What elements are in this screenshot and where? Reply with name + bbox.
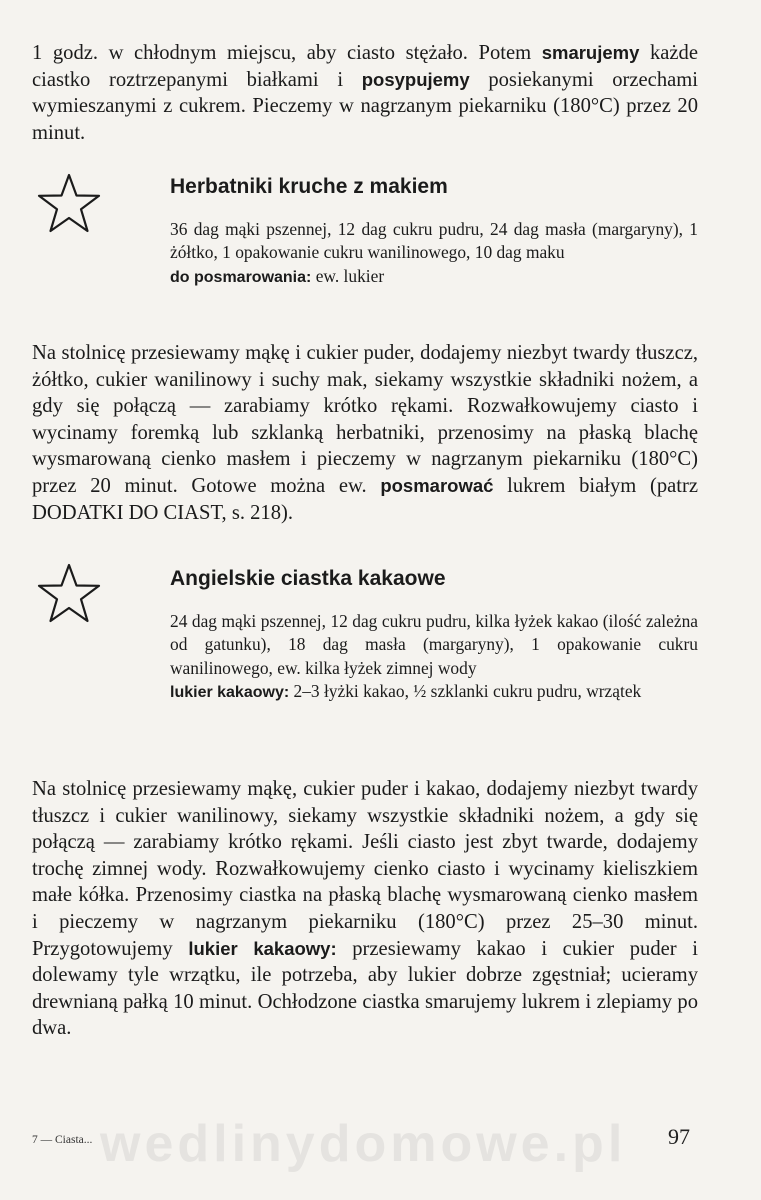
star-outline-icon: [36, 562, 102, 624]
topping-label: do posmarowania:: [170, 268, 312, 286]
recipe-ingredients-angielskie: 24 dag mąki pszennej, 12 dag cukru pudru, kilka łyżek kakao (ilość zależna od gatunku), 18 dag masła (margaryny), 1 opakowanie cukru wanilinowego, ew. kilka łyżek zimnej wody lukier kakaowy: 2–3 łyżki kakao, ½ szklanki cukru pudru, wrzątek: [170, 611, 698, 702]
recipe-method-angielskie: Na stolnicę przesiewamy mąkę, cukier puder i kakao, dodajemy niezbyt twardy tłuszcz i cukier wanilinowy, siekamy wszystkie składniki nożem, a gdy się połączą — zarabiamy krótko rękami. Jeśli ciasto jest zbyt twarde, dodajemy trochę zimnej wody. Rozwałkowujemy cienko ciasto i wycinamy kieliszkiem małe kółka. Przenosimy ciastka na płaską blachę wysmarowaną cienko masłem i pieczemy w nagrzanym piekarniku (180°C) przez 25–30 minut. Przygotowujemy lukier kakaowy: przesiewamy kakao i cukier puder i dolewamy tyle wrzątku, ile potrzeba, aby lukier dobrze zgęstniał; ucieramy drewnianą pałką 10 minut. Ochłodzone ciastka smarujemy lukrem i zlepiamy po dwa.: [32, 778, 698, 1040]
recipe-ingredients-herbatniki: 36 dag mąki pszennej, 12 dag cukru pudru, 24 dag masła (margaryny), 1 żółtko, 1 opakowanie cukru wanilinowego, 10 dag maku do posmarowania: ew. lukier: [170, 219, 698, 286]
emphasis-lukier-kakaowy: lukier kakaowy:: [188, 937, 337, 959]
page-number: 97: [668, 1124, 690, 1149]
watermark: wedlinydomowe.pl: [100, 1115, 627, 1173]
icing-label: lukier kakaowy:: [170, 684, 290, 702]
recipe-method-herbatniki: Na stolnicę przesiewamy mąkę i cukier puder, dodajemy niezbyt twardy tłuszcz, żółtko, cukier wanilinowy i suchy mak, siekamy wszystkie składniki nożem, a gdy się połączą — zarabiamy krótko rękami. Rozwałkowujemy ciasto i wycinamy foremką lub szklanką herbatniki, przenosimy na płaską blachę wysmarowaną cienko masłem i pieczemy w nagrzanym piekarniku (180°C) przez 20 minut. Gotowe można ew. posmarować lukrem białym (patrz DODATKI DO CIAST, s. 218).: [32, 342, 698, 524]
emphasis-posypujemy: posypujemy: [361, 68, 470, 90]
signature-mark: 7 — Ciasta...: [32, 1134, 93, 1146]
star-outline-icon: [36, 172, 102, 234]
recipe-title-angielskie: Angielskie ciastka kakaowe: [170, 567, 446, 590]
intro-paragraph: 1 godz. w chłodnym miejscu, aby ciasto stężało. Potem smarujemy każde ciastko roztrzepanymi białkami i posypujemy posiekanymi orzechami wymieszanymi z cukrem. Pieczemy w nagrzanym piekarniku (180°C) przez 20 minut.: [32, 42, 699, 144]
recipe-title-herbatniki: Herbatniki kruche z makiem: [170, 175, 448, 198]
emphasis-smarujemy: smarujemy: [541, 42, 640, 63]
emphasis-posmarowac: posmarować: [380, 474, 494, 496]
